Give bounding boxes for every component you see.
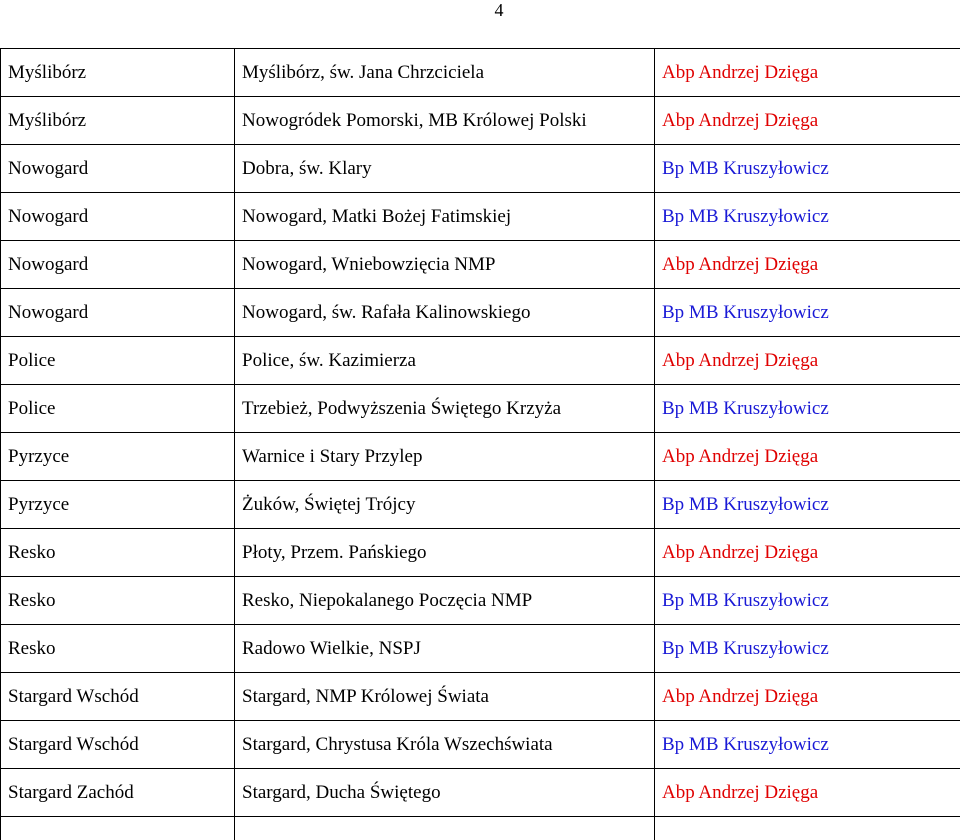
cell-bishop: Abp Andrzej Dzięga — [655, 241, 960, 289]
cell-bishop: Abp Andrzej Dzięga — [655, 337, 960, 385]
schedule-table-container — [0, 48, 960, 840]
cell-deanery: Nowogard — [1, 193, 235, 241]
cell-parish: Warnice i Stary Przylep — [235, 433, 655, 481]
cell-deanery: Pyrzyce — [1, 481, 235, 529]
cell-bishop: Bp MB Kruszyłowicz — [655, 289, 960, 337]
cell-deanery: Myślibórz — [1, 49, 235, 97]
cell-deanery: Stargard Wschód — [1, 721, 235, 769]
cell-deanery: Stargard Wschód — [1, 673, 235, 721]
cell-bishop: Bp MB Kruszyłowicz — [655, 385, 960, 433]
cell-bishop: Abp Andrzej Dzięga — [655, 769, 960, 817]
cell-deanery: Resko — [1, 625, 235, 673]
table-row — [1, 145, 960, 193]
cell-parish: Żuków, Świętej Trójcy — [235, 481, 655, 529]
cell-bishop: Abp Andrzej Dzięga — [655, 529, 960, 577]
table-row — [1, 529, 960, 577]
cell-parish: Resko, Niepokalanego Poczęcia NMP — [235, 577, 655, 625]
cell-deanery: Resko — [1, 577, 235, 625]
table-row — [1, 337, 960, 385]
cell-deanery: Nowogard — [1, 145, 235, 193]
table-row — [1, 97, 960, 145]
cell-parish: Police, św. Kazimierza — [235, 337, 655, 385]
cell-parish: Nowogard, Wniebowzięcia NMP — [235, 241, 655, 289]
table-row — [1, 673, 960, 721]
cell-parish: Nowogródek Pomorski, MB Królowej Polski — [235, 97, 655, 145]
table-row — [1, 193, 960, 241]
cell-bishop — [655, 817, 960, 840]
table-row — [1, 385, 960, 433]
cell-parish: Radowo Wielkie, NSPJ — [235, 625, 655, 673]
page-number: 4 — [494, 0, 504, 20]
table-row — [1, 289, 960, 337]
cell-deanery: Resko — [1, 529, 235, 577]
cell-parish: Myślibórz, św. Jana Chrzciciela — [235, 49, 655, 97]
table-row — [1, 769, 960, 817]
cell-deanery: Police — [1, 337, 235, 385]
table-row — [1, 433, 960, 481]
cell-bishop: Abp Andrzej Dzięga — [655, 433, 960, 481]
cell-bishop: Abp Andrzej Dzięga — [655, 49, 960, 97]
cell-bishop: Abp Andrzej Dzięga — [655, 97, 960, 145]
cell-parish: Nowogard, św. Rafała Kalinowskiego — [235, 289, 655, 337]
cell-parish: Stargard, NMP Królowej Świata — [235, 673, 655, 721]
table-row — [1, 577, 960, 625]
cell-parish: Stargard, Chrystusa Króla Wszechświata — [235, 721, 655, 769]
schedule-table — [0, 48, 960, 840]
schedule-table-body — [1, 49, 960, 840]
cell-deanery: Police — [1, 385, 235, 433]
table-row — [1, 481, 960, 529]
cell-parish: Trzebież, Podwyższenia Świętego Krzyża — [235, 385, 655, 433]
cell-parish — [235, 817, 655, 840]
table-row — [1, 241, 960, 289]
cell-deanery: Nowogard — [1, 289, 235, 337]
cell-bishop: Abp Andrzej Dzięga — [655, 673, 960, 721]
table-row — [1, 625, 960, 673]
cell-parish: Stargard, Ducha Świętego — [235, 769, 655, 817]
cell-deanery: Pyrzyce — [1, 433, 235, 481]
cell-deanery — [1, 817, 235, 840]
cell-bishop: Bp MB Kruszyłowicz — [655, 577, 960, 625]
cell-bishop: Bp MB Kruszyłowicz — [655, 481, 960, 529]
cell-bishop: Bp MB Kruszyłowicz — [655, 721, 960, 769]
cell-bishop: Bp MB Kruszyłowicz — [655, 145, 960, 193]
cell-bishop: Bp MB Kruszyłowicz — [655, 625, 960, 673]
cell-deanery: Nowogard — [1, 241, 235, 289]
table-row — [1, 721, 960, 769]
cell-deanery: Stargard Zachód — [1, 769, 235, 817]
cell-parish: Płoty, Przem. Pańskiego — [235, 529, 655, 577]
table-row — [1, 49, 960, 97]
cell-parish: Dobra, św. Klary — [235, 145, 655, 193]
cell-parish: Nowogard, Matki Bożej Fatimskiej — [235, 193, 655, 241]
cell-bishop: Bp MB Kruszyłowicz — [655, 193, 960, 241]
cell-deanery: Myślibórz — [1, 97, 235, 145]
table-row — [1, 817, 960, 840]
